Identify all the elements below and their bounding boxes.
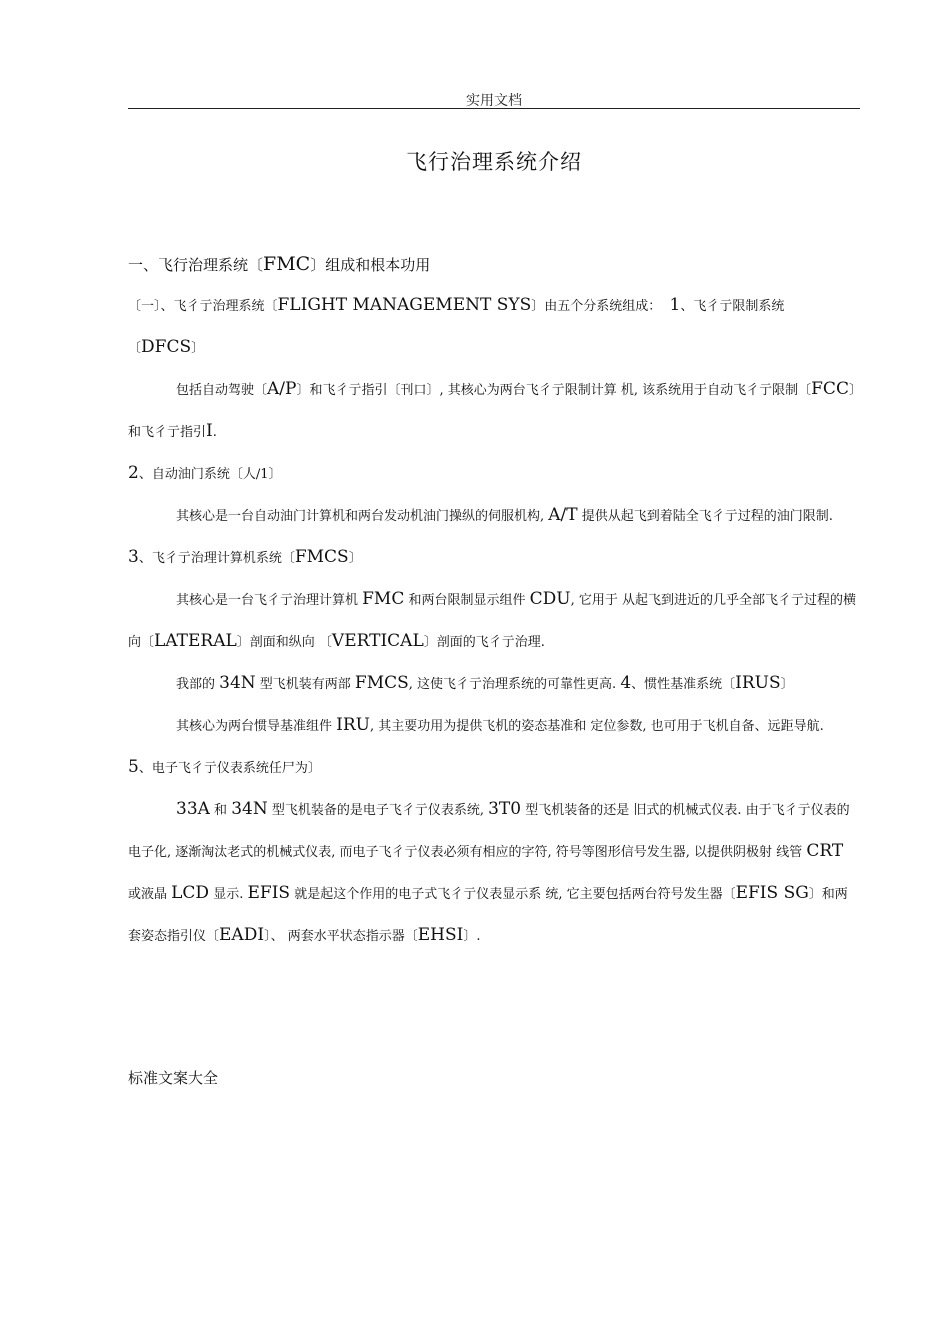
paragraph-6: 其核心为两台惯导基准组件 IRU, 其主要功用为提供飞机的姿态基准和 定位参数, 也可用于飞机自备、远距导航. — [176, 715, 824, 735]
paragraph-3: 其核心是一台自动油门计算机和两台发动机油门操纵的伺服机构, A/T 提供从起飞到着陆全飞彳亍过程的油门限制. — [176, 505, 833, 525]
document-body — [128, 244, 860, 957]
paragraph-5: 我部的 34N 型飞机装有两部 FMCS, 这使飞彳亍治理系统的可靠性更高. 4、惯性基准系统〔IRUS〕 — [176, 673, 794, 693]
heading-2: 2、自动油门系统〔人/1〕 — [128, 463, 282, 483]
page-footer: 标准文案大全 — [128, 1069, 219, 1087]
header-rule — [128, 108, 860, 109]
paragraph-1: 〔一〕、飞彳亍治理系统〔FLIGHT MANAGEMENT SYS〕由五个分系统组成： 1、飞彳亍限制系统〔DFCS〕 — [128, 295, 785, 357]
document-title: 飞行治理系统介绍 — [406, 150, 582, 174]
heading-3: 3、飞彳亍治理计算机系统〔FMCS〕 — [128, 547, 362, 567]
paragraph-4: 其核心是一台飞彳亍治理计算机 FMC 和两台限制显示组件 CDU, 它用于 从起飞到进近的几乎全部飞彳亍过程的横向〔LATERAL〕剖面和纵向 〔VERTICAL〕剖面的飞彳亍治理. — [128, 589, 856, 651]
section-1-heading: 一、飞行治理系统〔FMC〕组成和根本功用 — [128, 253, 431, 275]
heading-5: 5、电子飞彳亍仪表系统任尸为〕 — [128, 757, 321, 777]
page-header: 实用文档 — [466, 93, 522, 109]
paragraph-7: 33A 和 34N 型飞机装备的是电子飞彳亍仪表系统, 3T0 型飞机装备的还是 旧式的机械式仪表. 由于飞彳亍仪表的电子化, 逐渐淘汰老式的机械式仪表, 而电子飞彳亍仪表必须有相应的字符, 符号等图形信号发生器, 以提供阴极射 线管 CRT 或液晶 LCD 显示. EFIS 就是起这个作用的电子式飞彳亍仪表显示系 统, 它主要包括两台符号发生器〔EFIS SG〕和两套姿态指引仪〔EADI〕、 两套水平状态指示器〔EHSI〕. — [128, 799, 850, 945]
paragraph-2: 包括自动驾驶〔A/P〕和飞彳亍指引〔刊口〕, 其核心为两台飞彳亍限制计算 机, 该系统用于自动飞彳亍限制〔FCC〕和飞彳亍指引I. — [128, 379, 856, 441]
